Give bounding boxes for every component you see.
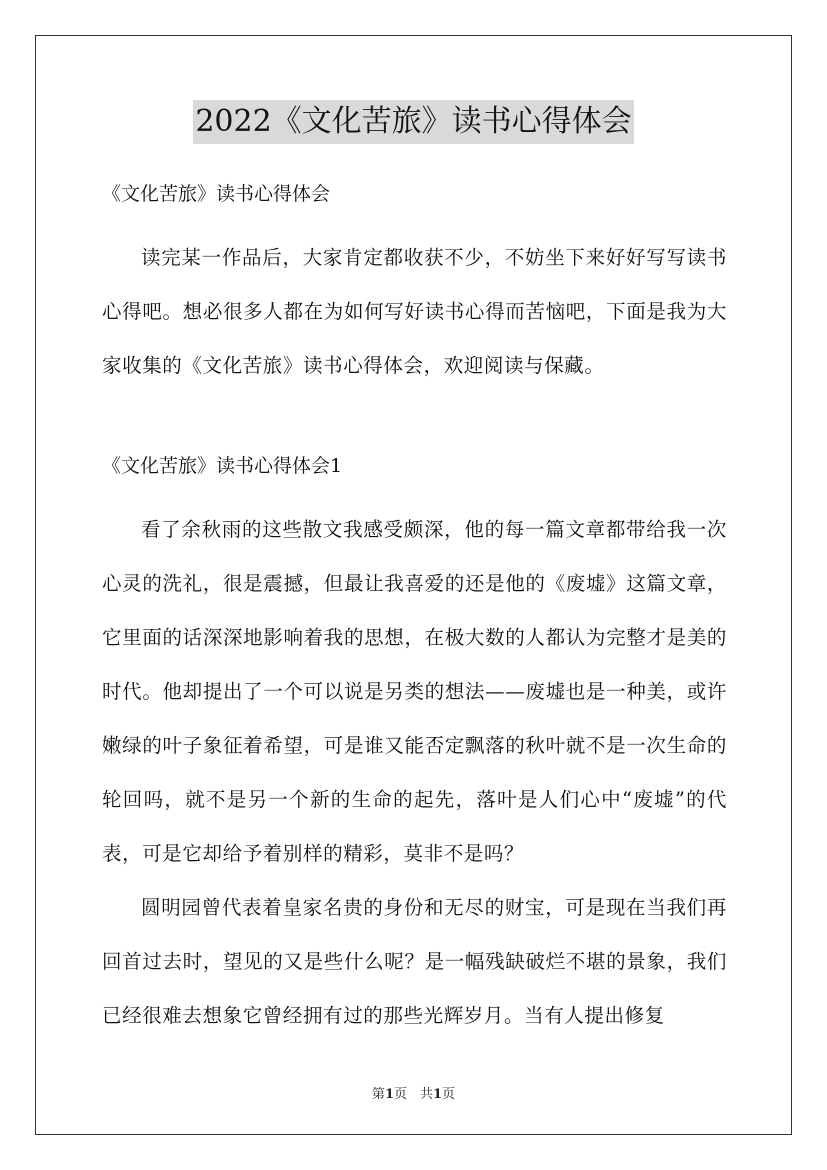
page-footer: [0, 1083, 827, 1102]
section-heading: 《文化苦旅》读书心得体会1: [102, 455, 343, 477]
footer-prefix: 第: [371, 1087, 385, 1102]
document-title: 2022《文化苦旅》读书心得体会: [193, 100, 633, 144]
document-subtitle: 《文化苦旅》读书心得体会: [102, 183, 331, 205]
title-container: [0, 100, 827, 144]
document-body: [102, 175, 727, 1043]
intro-paragraph: 读完某一作品后，大家肯定都收获不少，不妨坐下来好好写写读书心得吧。想必很多人都在为如何写好读书心得而苦恼吧，下面是我为大家收集的《文化苦旅》读书心得体会，欢迎阅读与保藏。: [102, 246, 727, 377]
footer-mid: 页 共: [393, 1087, 433, 1102]
footer-page-number: 1: [384, 1087, 394, 1102]
body-paragraph-1: 看了余秋雨的这些散文我感受颇深，他的每一篇文章都带给我一次心灵的洗礼，很是震撼，但最让我喜爱的还是他的《废墟》这篇文章，它里面的话深深地影响着我的思想，在极大数的人都认为完整才是美的时代。他却提出了一个可以说是另类的想法——废墟也是一种美，或许嫩绿的叶子象征着希望，可是谁又能否定飘落的秋叶就不是一次生命的轮回吗，就不是另一个新的生命的起先，落叶是人们心中“废墟”的代表，可是它却给予着别样的精彩，莫非不是吗？: [102, 518, 727, 865]
footer-total-pages: 1: [433, 1087, 443, 1102]
body-paragraph-2: 圆明园曾代表着皇家名贵的身份和无尽的财宝，可是现在当我们再回首过去时，望见的又是些什么呢？是一幅残缺破烂不堪的景象，我们已经很难去想象它曾经拥有过的那些光辉岁月。当有人提出修复: [102, 896, 727, 1027]
footer-suffix: 页: [442, 1087, 456, 1102]
